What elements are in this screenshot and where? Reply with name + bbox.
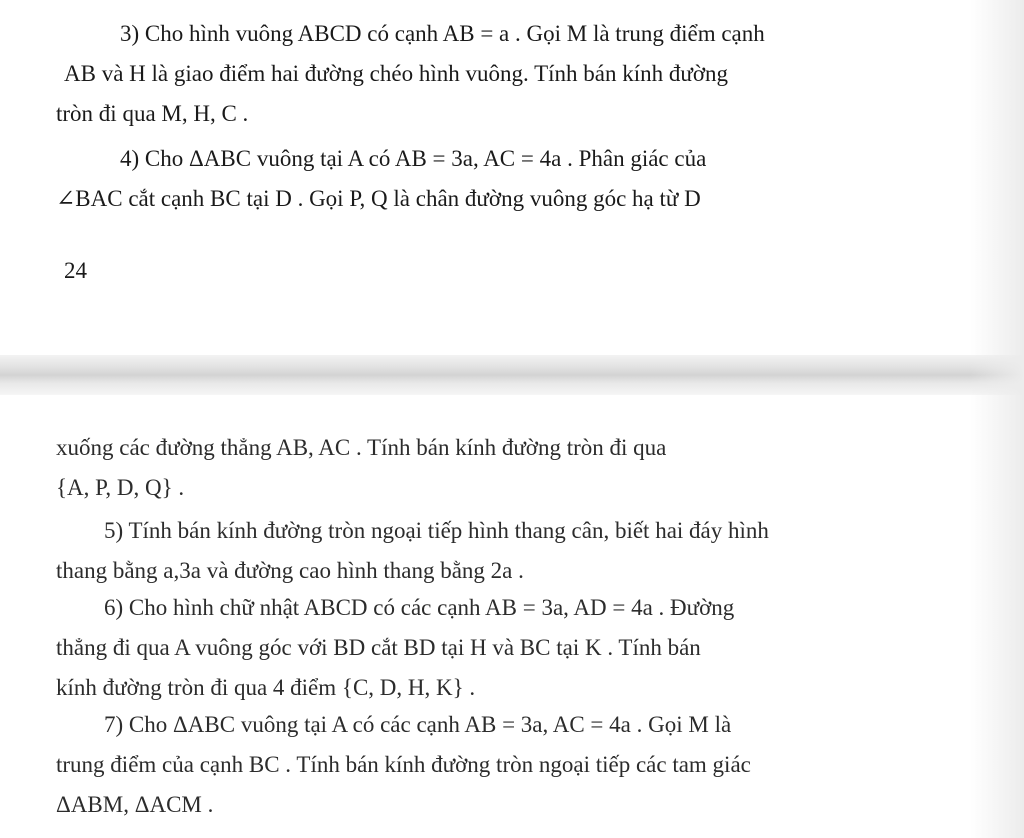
problem-4-line-1: 4) Cho ΔABC vuông tại A có AB = 3a, AC = 4a . Phân giác của bbox=[120, 146, 707, 171]
problem-6-line-1: 6) Cho hình chữ nhật ABCD có các cạnh AB = 3a, AD = 4a . Đường bbox=[104, 595, 735, 620]
problem-6-line-3: kính đường tròn đi qua 4 điểm {C, D, H, K} . bbox=[56, 675, 476, 700]
problem-3 bbox=[56, 14, 916, 134]
page-number: 24 bbox=[64, 258, 87, 283]
problem-5-line-1: 5) Tính bán kính đường tròn ngoại tiếp hình thang cân, biết hai đáy hình bbox=[104, 518, 769, 543]
problem-4 bbox=[56, 139, 916, 219]
problem-4-continuation bbox=[56, 428, 916, 508]
problem-6 bbox=[56, 588, 916, 708]
problem-7 bbox=[56, 705, 916, 825]
problem-4-line-2: ∠BAC cắt cạnh BC tại D . Gọi P, Q là chân đường vuông góc hạ từ D bbox=[56, 186, 701, 211]
top-page bbox=[0, 0, 1024, 355]
problem-3-line-3: tròn đi qua M, H, C . bbox=[56, 101, 249, 126]
problem-4-cont-line-2: {A, P, D, Q} . bbox=[56, 475, 185, 500]
page-separator bbox=[0, 355, 1024, 395]
problem-7-line-3: ΔABM, ΔACM . bbox=[56, 792, 214, 817]
problem-5-line-2: thang bằng a,3a và đường cao hình thang bằng 2a . bbox=[56, 558, 524, 583]
problem-5 bbox=[56, 511, 916, 591]
problem-3-line-2: AB và H là giao điểm hai đường chéo hình vuông. Tính bán kính đường bbox=[64, 61, 728, 86]
problem-6-line-2: thẳng đi qua A vuông góc với BD cắt BD tại H và BC tại K . Tính bán bbox=[56, 635, 701, 660]
problem-3-line-1: 3) Cho hình vuông ABCD có cạnh AB = a . Gọi M là trung điểm cạnh bbox=[120, 21, 765, 46]
problem-7-line-2: trung điểm của cạnh BC . Tính bán kính đường tròn ngoại tiếp các tam giác bbox=[56, 752, 751, 777]
bottom-page bbox=[0, 395, 1024, 838]
problem-7-line-1: 7) Cho ΔABC vuông tại A có các cạnh AB = 3a, AC = 4a . Gọi M là bbox=[104, 712, 732, 737]
problem-4-cont-line-1: xuống các đường thẳng AB, AC . Tính bán kính đường tròn đi qua bbox=[56, 435, 667, 460]
